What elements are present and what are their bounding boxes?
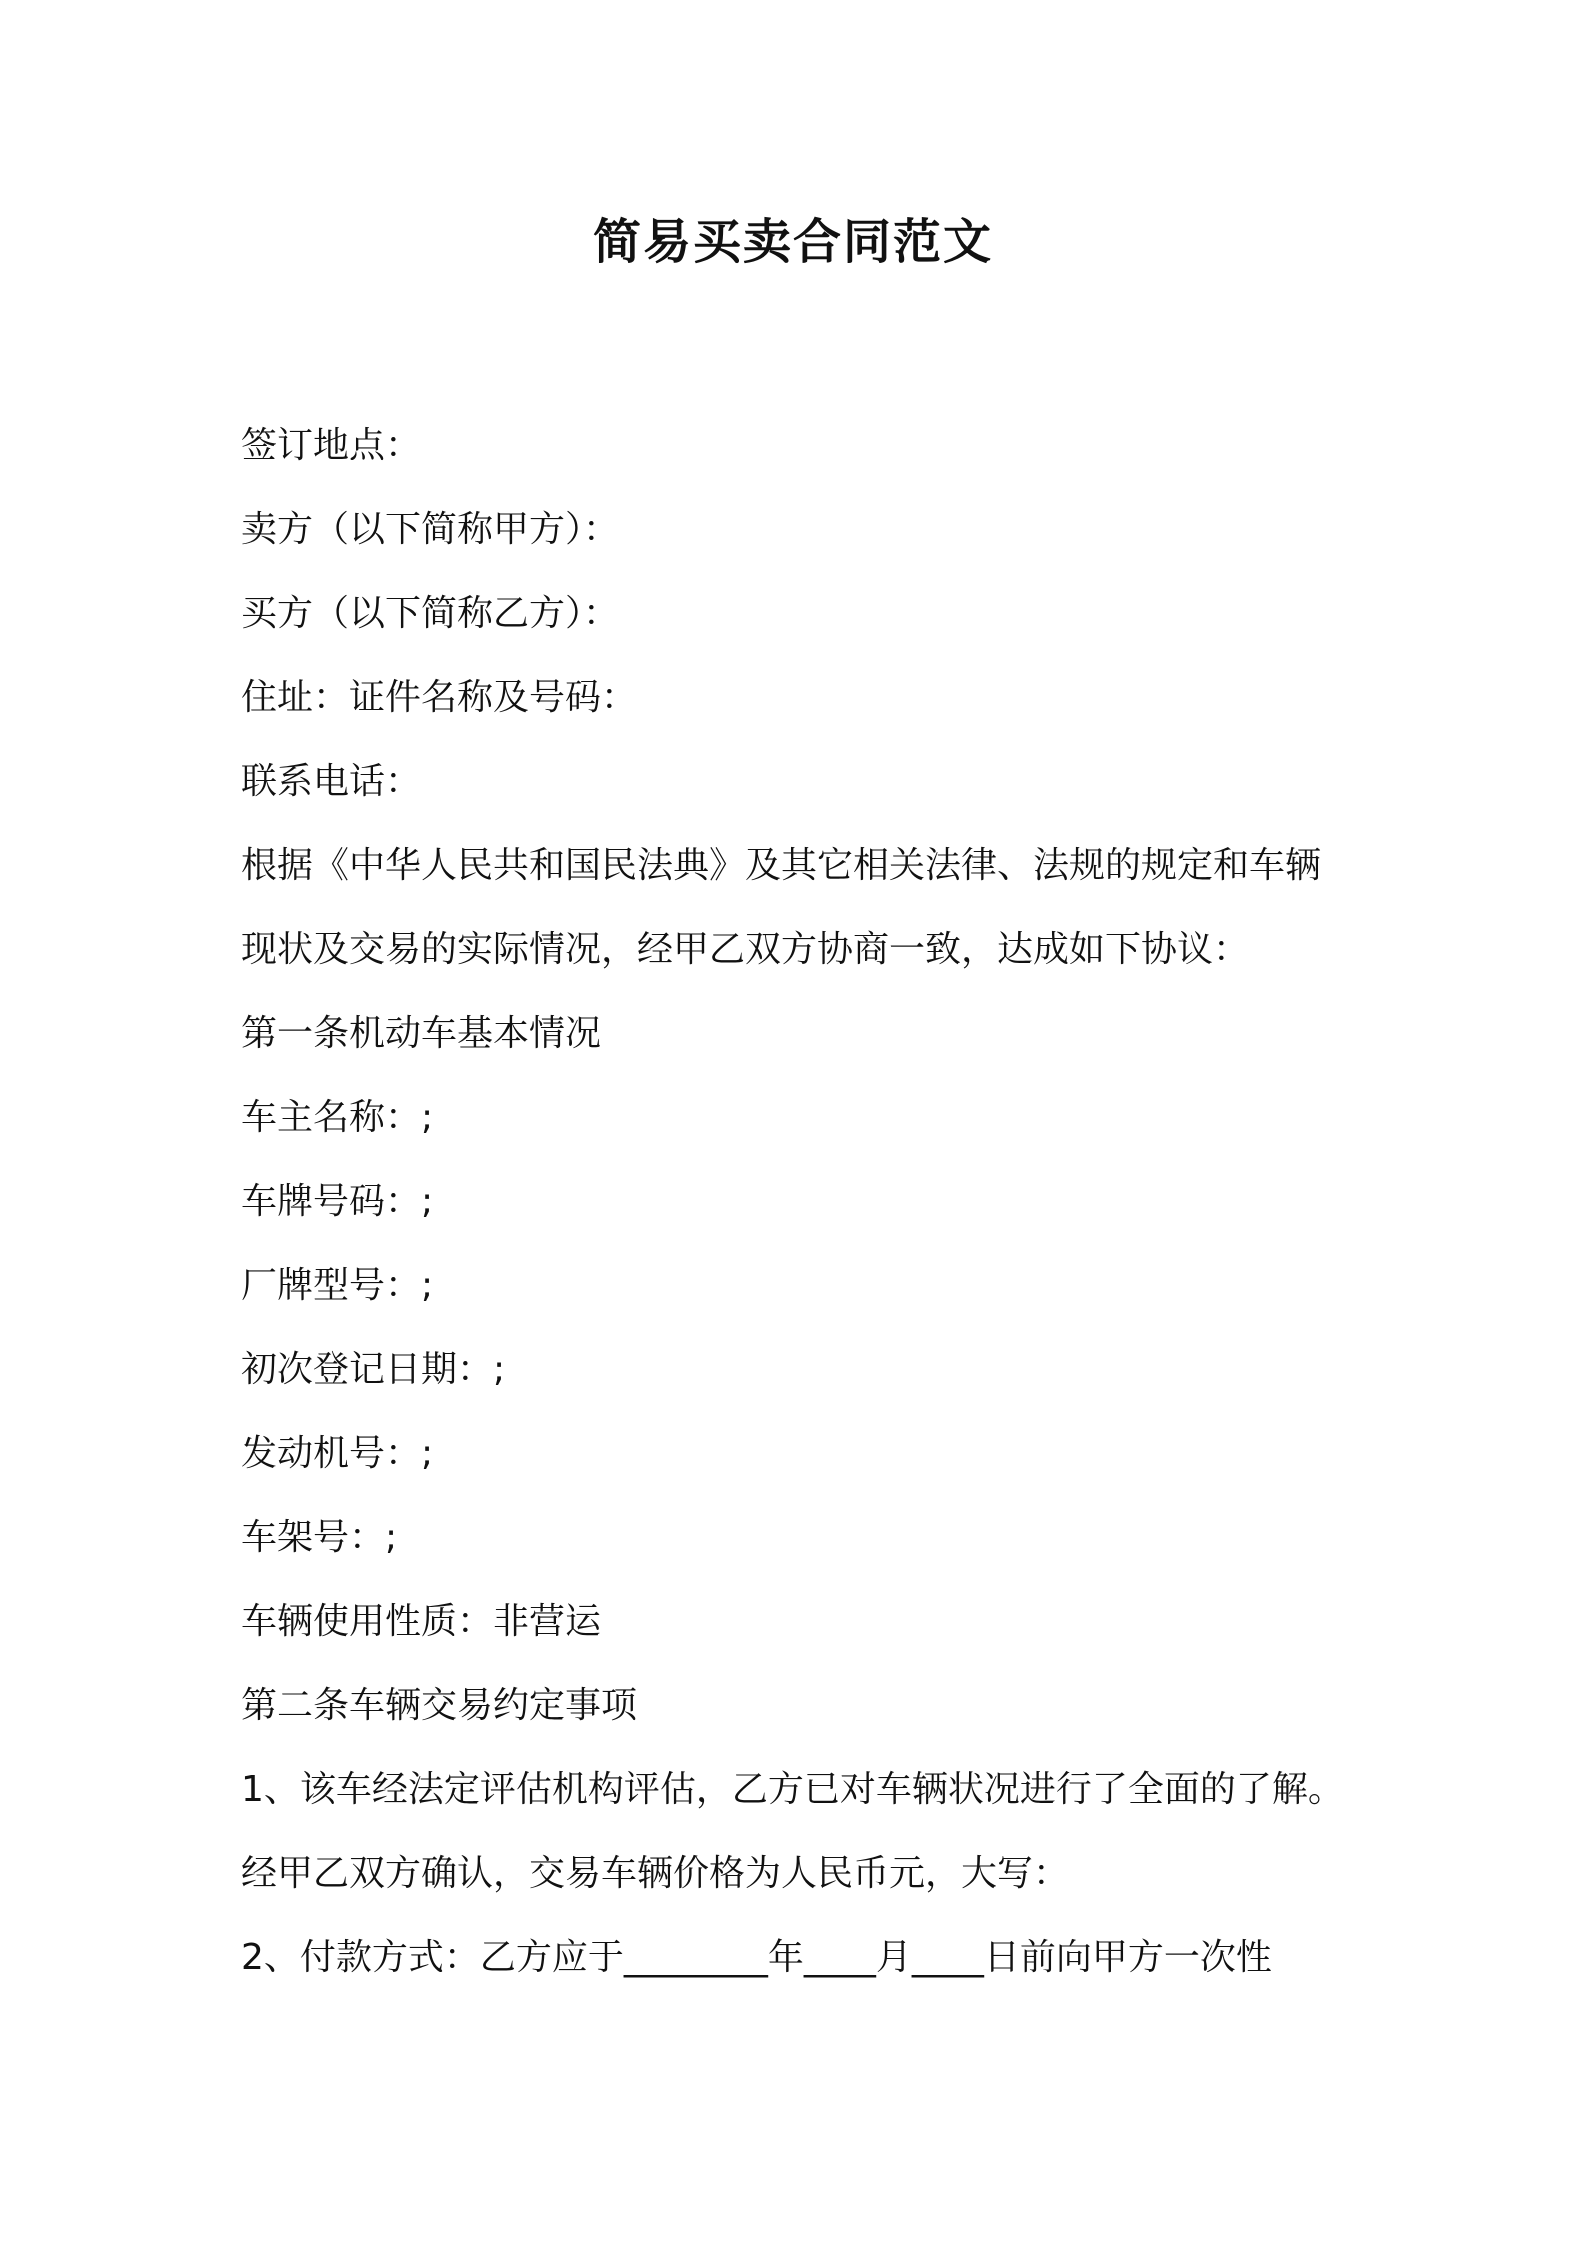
owner-name-line: 车主名称：; (241, 1097, 434, 1138)
clause-1-line-2: 经甲乙双方确认，交易车辆价格为人民币元，大写： (241, 1853, 1070, 1894)
preamble-line-1: 根据《中华人民共和国民法典》及其它相关法律、法规的规定和车辆 (241, 845, 1322, 886)
article-1-heading: 第一条机动车基本情况 (241, 1013, 602, 1054)
engine-number-line: 发动机号：; (241, 1433, 434, 1474)
document-title: 简易买卖合同范文 (592, 214, 993, 270)
clause-2-line-1: 2、付款方式：乙方应于________年____月____日前向甲方一次性 (241, 1937, 1272, 1978)
phone-line: 联系电话： (241, 761, 422, 802)
model-line: 厂牌型号：; (241, 1265, 434, 1306)
clause-1-line-1: 1、该车经法定评估机构评估，乙方已对车辆状况进行了全面的了解。 (241, 1769, 1344, 1810)
signing-location-line: 签订地点： (241, 425, 422, 466)
article-2-heading: 第二条车辆交易约定事项 (241, 1685, 638, 1726)
address-id-line: 住址：证件名称及号码： (241, 677, 638, 718)
buyer-line: 买方（以下简称乙方）： (241, 593, 620, 634)
first-registration-line: 初次登记日期：; (241, 1349, 506, 1390)
usage-type-line: 车辆使用性质：非营运 (241, 1601, 602, 1642)
preamble-line-2: 现状及交易的实际情况，经甲乙双方协商一致，达成如下协议： (241, 929, 1250, 970)
document-body (241, 404, 1391, 2000)
seller-line: 卖方（以下简称甲方）： (241, 509, 620, 550)
plate-number-line: 车牌号码：; (241, 1181, 434, 1222)
frame-number-line: 车架号：; (241, 1517, 398, 1558)
